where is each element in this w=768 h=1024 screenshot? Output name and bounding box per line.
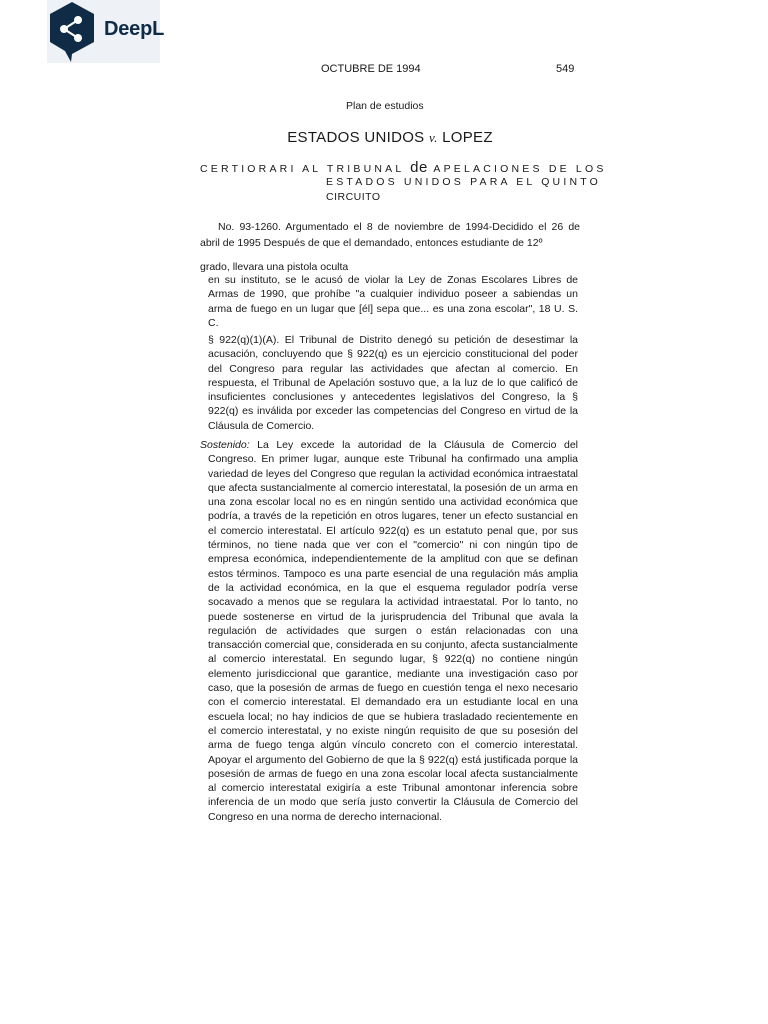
paragraph-1: en su instituto, se le acusó de violar la Ley de Zonas Escolares Libres de Armas de 1990, que prohíbe "a cualquier individuo poseer a sabiendas un arma de fuego en un lugar que [él] sepa que... es una zona escolar", 18 U. S. C. (208, 274, 578, 329)
certiorari-line-1-b: APELACIONES DE LOS (433, 163, 607, 175)
certiorari-line-1-a: CERTIORARI AL TRIBUNAL (200, 163, 405, 175)
certiorari-line-2: ESTADOS UNIDOS PARA EL QUINTO (326, 176, 602, 188)
running-header-date: OCTUBRE DE 1994 (321, 63, 421, 75)
syllabus-heading: Plan de estudios (346, 100, 424, 112)
case-title-petitioner: ESTADOS UNIDOS (287, 129, 425, 146)
deepl-logo-text: DeepL (104, 18, 165, 40)
holding-paragraph (200, 438, 578, 824)
certiorari-line-3: CIRCUITO (326, 191, 381, 203)
paragraph-2: § 922(q)(1)(A). El Tribunal de Distrito denegó su petición de desestimar la acusación, concluyendo que § 922(q) es un ejercicio constitucional del poder del Congreso para regular las actividades que afectan al comercio. En respuesta, el Tribunal de Apelación sostuvo que, a la luz de lo que calificó de insuficientes conclusiones y antecedentes legislativos del Congreso, la § 922(q) es inválida por exceder las competencias del Congreso en virtud de la Cláusula de Comercio. (208, 334, 578, 432)
deepl-logo-icon (47, 0, 97, 63)
certiorari-line-1 (200, 159, 607, 176)
case-title-respondent: LOPEZ (442, 129, 493, 146)
case-title-versus: v. (428, 130, 438, 145)
holding-label: Sostenido: (200, 439, 250, 451)
holding-text: La Ley excede la autoridad de la Cláusula de Comercio del Congreso. En primer lugar, aunque este Tribunal ha confirmado una amplia variedad de leyes del Congreso que regulan la actividad económica intraestatal que afecta sustancialmente al comercio interestatal, la posesión de un arma en una zona escolar local no es en ningún sentido una actividad económica que podría, a través de la repetición en otros lugares, tener un efecto sustancial en el comercio interestatal. El artículo 922(q) es un estatuto penal que, por sus términos, no tiene nada que ver con el "comercio" ni con ningún tipo de empresa económica, independientemente de la amplitud con que se definan estos términos. Tampoco es una parte esencial de una regulación más amplia de la actividad económica, en la que el esquema regulador podría verse socavado a menos que se regulara la actividad intraestatal. Por lo tanto, no puede sostenerse en virtud de la jurisprudencia del Tribunal que avala la regulación de actividades que surgen o están relacionadas con una transacción comercial que, considerada en su conjunto, afecta sustancialmente al comercio interestatal. En segundo lugar, § 922(q) no contiene ningún elemento jurisdiccional que garantice, mediante una investigación caso por caso, que la posesión de armas de fuego en cuestión tenga el nexo necesario con el comercio interestatal. El demandado era un estudiante local en una escuela local; no hay indicios de que se hubiera trasladado recientemente en el comercio interestatal, y no existe ningún requisito de que su posesión del arma de fuego tenga algún vínculo concreto con el comercio interestatal. Apoyar el argumento del Gobierno de que la § 922(q) está justificada porque la posesión de armas de fuego en una zona escolar local afecta sustancialmente al comercio interestatal exigiría a este Tribunal amontonar inferencia sobre inferencia de un modo que sería justo convertir la Cláusula de Comercio del Congreso en una norma de derecho internacional. (208, 439, 578, 823)
page-number: 549 (556, 63, 575, 75)
deepl-logo[interactable] (47, 0, 165, 63)
docket-line-2: abril de 1995 Después de que el demandado, entonces estudiante de 12º (200, 237, 543, 249)
certiorari-line-1-de: de (410, 159, 428, 176)
docket-line-3: grado, llevara una pistola oculta (200, 261, 349, 273)
case-title (0, 129, 768, 146)
docket-line-1: No. 93-1260. Argumentado el 8 de noviembre de 1994-Decidido el 26 de (218, 221, 580, 233)
